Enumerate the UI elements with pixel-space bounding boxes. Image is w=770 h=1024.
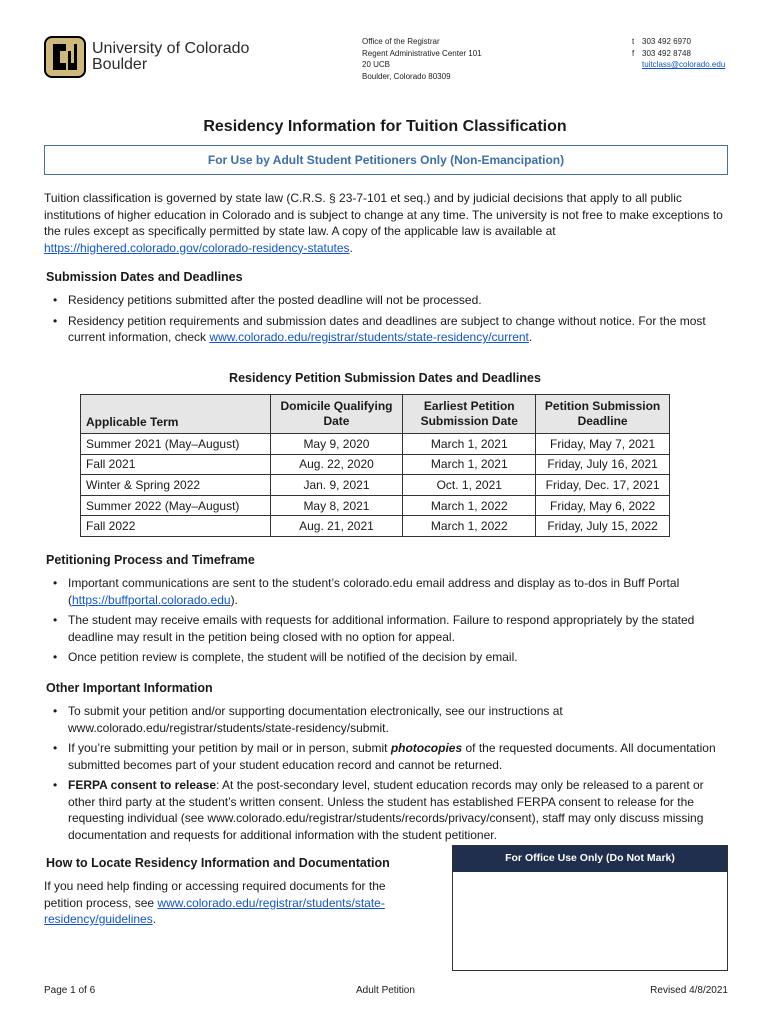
list-item: • Residency petitions submitted after the posted deadline will not be processed. — [44, 292, 734, 309]
table-cell: Aug. 22, 2020 — [270, 454, 403, 475]
list-item-text: Residency petition requirements and submission dates and deadlines are subject to change without notice. For the most current information, check — [68, 313, 706, 344]
table-title: Residency Petition Submission Dates and Deadlines — [229, 371, 541, 385]
list-item — [44, 313, 734, 346]
photocopies-emphasis: photocopies — [390, 741, 463, 755]
ferpa-label: FERPA consent to release — [68, 778, 217, 792]
intro-end: . — [349, 240, 353, 255]
address-line: Office of the Registrar — [362, 37, 440, 46]
revision-date: Revised 4/8/2021 — [650, 985, 728, 996]
table-cell: March 1, 2021 — [403, 454, 536, 475]
process-list — [44, 575, 734, 670]
page-number: Page 1 of 6 — [44, 985, 96, 996]
form-name: Adult Petition — [356, 985, 415, 996]
logo-line-campus: Boulder — [92, 56, 148, 73]
table-cell: May 8, 2021 — [270, 495, 403, 516]
guidelines-link[interactable]: www.colorado.edu/registrar/students/state-residency/guidelines — [44, 895, 385, 926]
fax-number: 303 492 8748 — [642, 48, 691, 58]
table-cell: Friday, Dec. 17, 2021 — [536, 475, 670, 496]
list-item-text: of the requested documents. All documentation submitted becomes part of your student education record and cannot be returned. — [68, 741, 716, 772]
table-cell: Friday, July 16, 2021 — [536, 454, 670, 475]
table-row — [81, 475, 670, 496]
registrar-contact — [632, 36, 725, 71]
list-item-text: If you’re submitting your petition by mail or in person, submit — [68, 741, 391, 755]
subtitle-box — [44, 145, 728, 175]
table-row — [81, 434, 670, 455]
address-line: Boulder, Colorado 80309 — [362, 71, 451, 81]
column-header: Petition Submission Deadline — [536, 395, 670, 434]
list-item-text: : At the post-secondary level, student education records may only be released to a parent or other third party at the student’s written consent. Unless the student has established FERPA consent to release for the requesting individual (see www.colorado.edu/registrar/students/records/privacy/consent), staff may only discuss missing documentation and requests for additional information with the student petitioner. — [68, 778, 704, 842]
table-cell: March 1, 2022 — [403, 495, 536, 516]
other-info-list — [44, 703, 734, 847]
current-residency-link[interactable]: www.colorado.edu/registrar/students/state-residency/current — [209, 330, 529, 344]
page-title: Residency Information for Tuition Classification — [203, 118, 567, 135]
process-heading: Petitioning Process and Timeframe — [46, 553, 255, 567]
table-cell: Summer 2021 (May–August) — [81, 434, 271, 455]
table-row — [81, 516, 670, 537]
table-cell: Friday, July 15, 2022 — [536, 516, 670, 537]
list-item — [44, 777, 734, 843]
table-cell: Friday, May 7, 2021 — [536, 434, 670, 455]
column-header: Earliest Petition Submission Date — [403, 395, 536, 434]
list-item-end: . — [528, 330, 533, 344]
buff-portal-link[interactable]: https://buffportal.colorado.edu — [72, 592, 231, 607]
locate-paragraph — [44, 878, 414, 928]
address-line: 20 UCB — [362, 60, 391, 69]
table-header-row — [81, 395, 670, 434]
deadlines-table — [80, 394, 670, 537]
table-cell: Fall 2022 — [81, 516, 271, 537]
locate-text: If you need help finding or accessing required documents for the petition process, see — [44, 879, 386, 910]
phone-number: 303 492 6970 — [642, 37, 691, 46]
column-header: Applicable Term — [81, 395, 271, 434]
table-cell: Oct. 1, 2021 — [403, 475, 536, 496]
registrar-address — [362, 36, 482, 82]
table-row — [81, 454, 670, 475]
cu-logo-icon — [44, 36, 86, 78]
cu-boulder-logo — [44, 36, 249, 78]
address-line: Regent Administrative Center 101 — [362, 48, 482, 58]
list-item-text: Important communications are sent to the student’s colorado.edu email address and display as to-dos in Buff Portal ( — [68, 576, 680, 607]
fax-label: f — [632, 48, 635, 58]
office-use-label: For Office Use Only (Do Not Mark) — [453, 846, 727, 872]
table-cell: Winter & Spring 2022 — [81, 475, 271, 496]
list-item — [44, 740, 734, 773]
table-cell: May 9, 2020 — [270, 434, 403, 455]
table-cell: Friday, May 6, 2022 — [536, 495, 670, 516]
submission-list — [44, 292, 734, 350]
list-item: • The student may receive emails with requests for additional information. Failure to respond appropriately by the stated deadline may result in the petition being closed with no option for appeal. — [44, 612, 734, 645]
office-use-box — [452, 845, 728, 971]
table-cell: March 1, 2021 — [403, 434, 536, 455]
email-link[interactable]: tuitclass@colorado.edu — [642, 60, 726, 69]
table-row — [81, 495, 670, 516]
intro-text: Tuition classification is governed by state law (C.R.S. § 23-7-101 et seq.) and by judicial decisions that apply to all public institutions of higher education in Colorado and is subject to change at any time. The university is not free to make exceptions to the rules except as specifically permitted by state law. A copy of the applicable law is available at — [44, 191, 723, 238]
table-cell: Fall 2021 — [81, 454, 271, 475]
statutes-link[interactable]: https://highered.colorado.gov/colorado-residency-statutes — [44, 240, 350, 255]
list-item: • Once petition review is complete, the student will be notified of the decision by email. — [44, 649, 734, 666]
submission-heading: Submission Dates and Deadlines — [46, 270, 243, 284]
logo-line-university: University of Colorado — [92, 40, 250, 57]
table-cell: March 1, 2022 — [403, 516, 536, 537]
locate-heading: How to Locate Residency Information and Documentation — [46, 856, 390, 870]
letterhead — [44, 34, 728, 94]
table-cell: Summer 2022 (May–August) — [81, 495, 271, 516]
locate-end: . — [152, 912, 157, 926]
list-item: • To submit your petition and/or supporting documentation electronically, see our instructions at www.colorado.edu/registrar/students/state-residency/submit. — [44, 703, 734, 736]
column-header: Domicile Qualifying Date — [270, 395, 403, 434]
table-cell: Aug. 21, 2021 — [270, 516, 403, 537]
intro-paragraph — [44, 190, 734, 256]
phone-label: t — [632, 37, 635, 46]
other-info-heading: Other Important Information — [46, 681, 213, 695]
table-cell: Jan. 9, 2021 — [270, 475, 403, 496]
page-subtitle: For Use by Adult Student Petitioners Only (Non-Emancipation) — [207, 153, 565, 167]
list-item — [44, 575, 734, 608]
list-item-end: ). — [230, 592, 238, 607]
